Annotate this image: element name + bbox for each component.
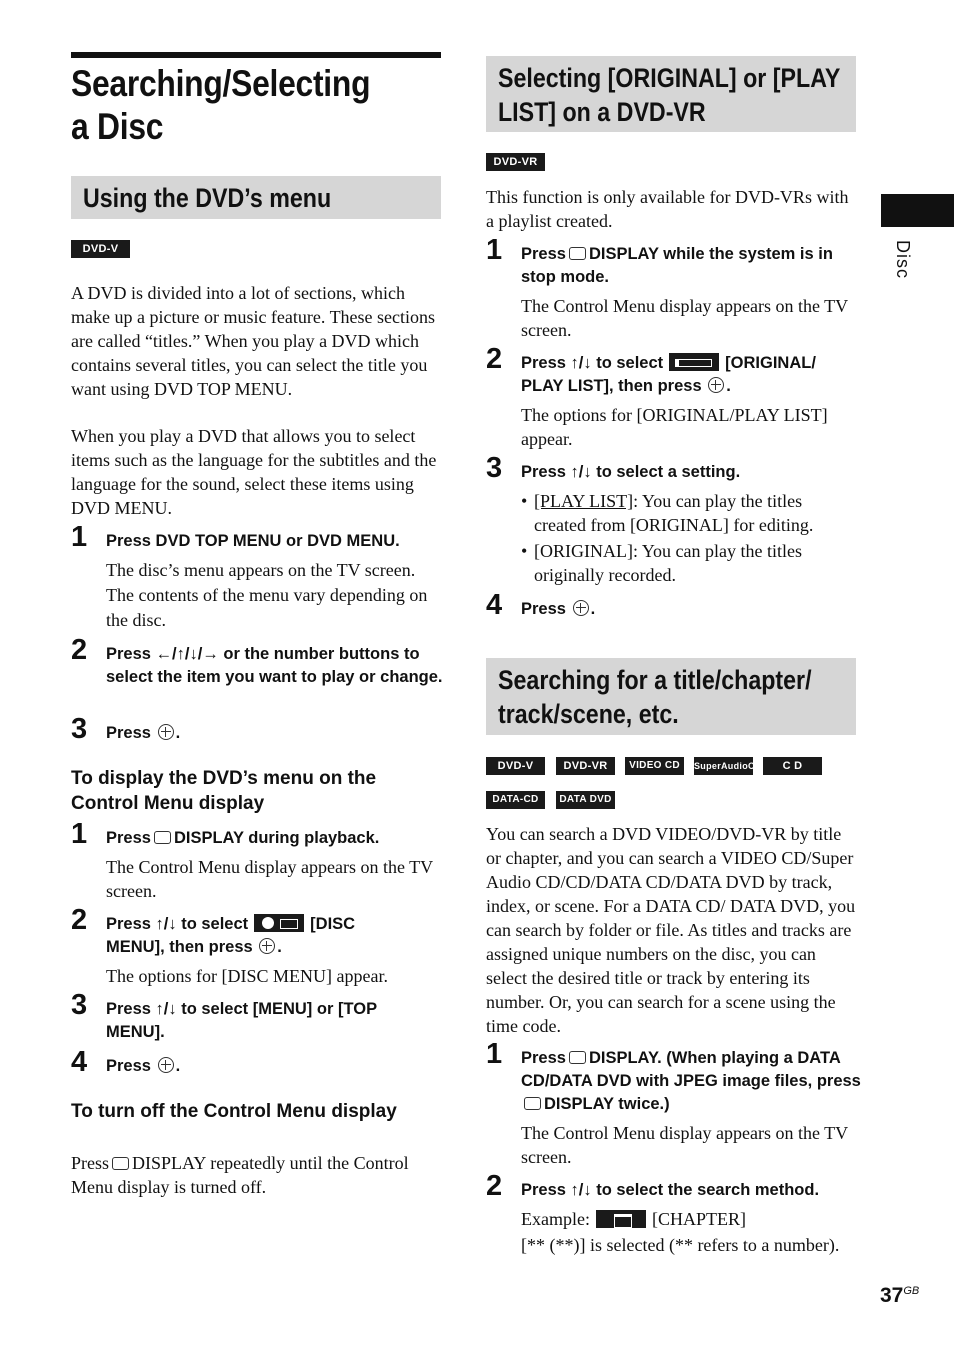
- step-number: 2: [486, 343, 503, 375]
- step-text: Press ↑/↓ to select [ORIGINAL/ PLAY LIST], then press .: [521, 354, 816, 395]
- search-example-note: [** (**)] is selected (** refers to a number).: [521, 1235, 840, 1255]
- step-label: DISPLAY. (When playing a DATA CD/DATA DVD with JPEG image files, press: [521, 1049, 861, 1090]
- step-label: DISPLAY while the system is in stop mode.: [521, 245, 833, 286]
- turn-off-text: [71, 1151, 443, 1199]
- step-description: The Control Menu display appears on the TV screen.: [106, 857, 433, 901]
- search-example: [521, 1207, 861, 1231]
- step-text: [521, 1047, 861, 1116]
- badge-cd: C D: [763, 757, 822, 775]
- step-number: 1: [486, 234, 503, 266]
- step-description: The Control Menu display appears on the TV screen.: [521, 1123, 848, 1167]
- step-number: 4: [486, 589, 503, 621]
- step-number: 1: [71, 818, 88, 850]
- step-label: Press: [106, 1057, 151, 1075]
- bullet-rest: : You can play the titles created from [ORIGINAL] for editing.: [534, 491, 814, 535]
- page-number: [880, 1284, 919, 1308]
- subheading-control-menu: To display the DVD’s menu on the Control Menu display: [71, 768, 377, 814]
- page-number-value: 37: [880, 1284, 904, 1307]
- enter-button-icon: [158, 1057, 174, 1073]
- step-label: Press: [521, 1049, 566, 1067]
- bullet-rest: : You can play the titles originally recorded.: [534, 541, 802, 585]
- step-text: [521, 243, 861, 289]
- original-playlist-icon: [669, 353, 719, 371]
- section-heading-original-playlist: Selecting [ORIGINAL] or [PLAY LIST] on a DVD-VR: [486, 56, 856, 132]
- step-number: 1: [486, 1038, 503, 1070]
- display-button-icon: [154, 831, 171, 844]
- badge-video-cd: VIDEO CD: [625, 757, 684, 775]
- step-number: 2: [71, 904, 88, 936]
- search-intro: You can search a DVD VIDEO/DVD-VR by title or chapter, and you can search a VIDEO CD/Super Audio CD/CD/DATA CD/DATA DVD by track, index, or scene. For a DATA CD/ DATA DVD, you can search by folder or file. As titles and tracks are assigned unique numbers on the disc, you can select the desired title or track by entering its number. Or, you can search for a scene using the time code.: [486, 824, 856, 1036]
- section-heading-dvd-menu: Using the DVD’s menu: [71, 176, 441, 219]
- step-number: 3: [486, 452, 503, 484]
- step-text: Press .: [106, 1057, 181, 1075]
- step-label: Press ↑/↓ to select: [521, 354, 664, 372]
- step-label: DISPLAY twice.): [544, 1095, 670, 1113]
- step-number: 3: [71, 989, 88, 1021]
- badge-dvd-vr: DVD-VR: [486, 153, 545, 171]
- title-rule: [71, 52, 441, 58]
- step-label: Press: [106, 724, 151, 742]
- badge-data-cd: DATA-CD: [486, 791, 545, 809]
- bullet-term: [PLAY LIST]: [534, 491, 634, 511]
- step-text: Press DVD TOP MENU or DVD MENU.: [106, 532, 400, 550]
- step-label: MENU], then press: [106, 938, 253, 956]
- step-description: The disc’s menu appears on the TV screen. The contents of the menu vary depending on the disc.: [106, 560, 428, 630]
- step-number: 2: [71, 634, 88, 666]
- original-playlist-intro: This function is only available for DVD-VRs with a playlist created.: [486, 187, 849, 231]
- step-text: Press ↑/↓ to select the search method.: [521, 1181, 820, 1199]
- text-run: DISPLAY repeatedly until the Control Menu display is turned off.: [71, 1153, 409, 1197]
- display-button-icon: [524, 1097, 541, 1110]
- bullet-item: [521, 539, 856, 587]
- side-label: Disc: [893, 240, 913, 279]
- step-description: The options for [DISC MENU] appear.: [106, 966, 388, 986]
- section-heading-search: Searching for a title/chapter/ track/scene, etc.: [486, 658, 856, 735]
- bullet-dot: •: [521, 541, 528, 561]
- step-label: PLAY LIST], then press: [521, 377, 702, 395]
- step-number: 2: [486, 1170, 503, 1202]
- step-number: 1: [71, 521, 88, 553]
- enter-button-icon: [158, 724, 174, 740]
- step-label: Press: [521, 600, 566, 618]
- side-tab-marker: [881, 194, 954, 227]
- step-text: Press ↑/↓ to select a setting.: [521, 463, 741, 481]
- dvd-menu-intro: A DVD is divided into a lot of sections, which make up a picture or music feature. These sections are called “titles.” When you play a DVD which contains several titles, you can select the title you want using DVD TOP MENU.: [71, 283, 436, 399]
- enter-button-icon: [708, 377, 724, 393]
- bullet-term: [ORIGINAL]: [534, 541, 633, 561]
- bullet-dot: •: [521, 491, 528, 511]
- step-description: The Control Menu display appears on the TV screen.: [521, 296, 848, 340]
- badge-dvd-v: DVD-V: [71, 240, 130, 258]
- display-button-icon: [112, 1157, 129, 1170]
- step-label: Press: [106, 829, 151, 847]
- badge-dvd-v: DVD-V: [486, 757, 545, 775]
- page-title: Searching/Selecting a Disc: [71, 63, 371, 147]
- badge-super-audio-cd: SuperAudioCD: [694, 757, 753, 775]
- enter-button-icon: [573, 600, 589, 616]
- step-description: The options for [ORIGINAL/PLAY LIST] appear.: [521, 405, 828, 449]
- text-run: Press: [71, 1153, 110, 1173]
- page-suffix: GB: [903, 1285, 920, 1297]
- enter-button-icon: [259, 938, 275, 954]
- step-text: Press ←/↑/↓/→ or the number buttons to select the item you want to play or change.: [106, 645, 443, 686]
- step-text: Press ↑/↓ to select [MENU] or [TOP MENU].: [106, 1000, 377, 1041]
- badge-dvd-vr: DVD-VR: [556, 757, 615, 775]
- step-label: Press: [521, 245, 566, 263]
- bullet-text: [534, 539, 856, 587]
- step-text: Press .: [521, 600, 596, 618]
- step-number: 4: [71, 1046, 88, 1078]
- disc-menu-icon: [254, 914, 304, 932]
- step-label: DISPLAY during playback.: [173, 829, 380, 847]
- chapter-icon: [596, 1210, 646, 1228]
- bullet-text: [534, 489, 856, 537]
- display-button-icon: [569, 1051, 586, 1064]
- step-text: [106, 827, 446, 850]
- dvd-menu-intro-2: When you play a DVD that allows you to select items such as the language for the subtitles and the language for the sound, select these items using DVD MENU.: [71, 426, 437, 518]
- bullet-item: [521, 489, 856, 537]
- display-button-icon: [569, 247, 586, 260]
- step-number: 3: [71, 713, 88, 745]
- step-text: Press ↑/↓ to select [DISC MENU], then press .: [106, 915, 356, 956]
- badge-data-dvd: DATA DVD: [556, 791, 615, 809]
- example-value: [CHAPTER]: [651, 1209, 746, 1229]
- step-label: [ORIGINAL/: [725, 354, 816, 372]
- step-label: Press ↑/↓ to select: [106, 915, 249, 933]
- example-label: Example:: [521, 1209, 590, 1229]
- step-label: [DISC: [310, 915, 356, 933]
- subheading-turn-off: To turn off the Control Menu display: [71, 1101, 397, 1122]
- step-text: Press .: [106, 724, 181, 742]
